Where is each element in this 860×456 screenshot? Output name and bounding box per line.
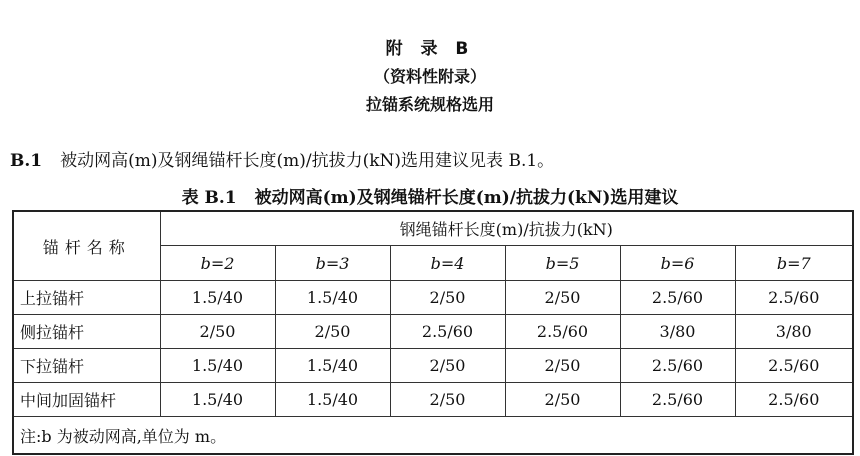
b-header: b=4 [390, 246, 505, 281]
table-cell: 2.5/60 [735, 281, 853, 315]
table-cell: 2.5/60 [620, 349, 735, 383]
appendix-title: 附 录 B [385, 39, 475, 59]
table-cell: 2/50 [505, 349, 620, 383]
table-cell: 2/50 [390, 349, 505, 383]
table-row [13, 383, 853, 417]
table-cell: 2.5/60 [620, 383, 735, 417]
anchor-spec-table [12, 210, 854, 455]
table-cell: 2/50 [275, 315, 390, 349]
row-label: 侧拉锚杆 [13, 315, 160, 349]
table-cell: 1.5/40 [275, 383, 390, 417]
b-header: b=6 [620, 246, 735, 281]
table-cell: 2/50 [160, 315, 275, 349]
table-cell: 2.5/60 [735, 383, 853, 417]
table-cell: 1.5/40 [275, 281, 390, 315]
appendix-heading: 拉锚系统规格选用 [365, 95, 494, 114]
appendix-subtitle: （资料性附录） [373, 67, 486, 86]
table-cell: 1.5/40 [160, 383, 275, 417]
b-header: b=5 [505, 246, 620, 281]
anchor-name-header: 锚杆名称 [13, 211, 160, 281]
b-header: b=2 [160, 246, 275, 281]
length-force-header: 钢绳锚杆长度(m)/抗拔力(kN) [160, 211, 853, 246]
table-caption-label: 表 B.1 [181, 188, 237, 208]
table-cell: 1.5/40 [160, 349, 275, 383]
table-row [13, 349, 853, 383]
table-row [13, 281, 853, 315]
table-cell: 2/50 [505, 281, 620, 315]
table-cell: 2.5/60 [735, 349, 853, 383]
b-header: b=3 [275, 246, 390, 281]
table-cell: 2/50 [505, 383, 620, 417]
table-caption [0, 183, 860, 208]
table-cell: 2.5/60 [390, 315, 505, 349]
table-cell: 2.5/60 [505, 315, 620, 349]
table-note: 注:b 为被动网高,单位为 m。 [13, 417, 853, 455]
row-label: 中间加固锚杆 [13, 383, 160, 417]
row-label: 下拉锚杆 [13, 349, 160, 383]
clause-text: 被动网高(m)及钢绳锚杆长度(m)/抗拔力(kN)选用建议见表 B.1。 [60, 151, 555, 171]
table-cell: 2/50 [390, 383, 505, 417]
table-cell: 2.5/60 [620, 281, 735, 315]
table-cell: 1.5/40 [160, 281, 275, 315]
table-row [13, 315, 853, 349]
b-header: b=7 [735, 246, 853, 281]
table-cell: 3/80 [735, 315, 853, 349]
row-label: 上拉锚杆 [13, 281, 160, 315]
clause-b1 [10, 146, 554, 171]
table-caption-title: 被动网高(m)及钢绳锚杆长度(m)/抗拔力(kN)选用建议 [254, 188, 679, 208]
clause-number: B.1 [10, 151, 43, 171]
table-cell: 3/80 [620, 315, 735, 349]
table-cell: 1.5/40 [275, 349, 390, 383]
table-cell: 2/50 [390, 281, 505, 315]
